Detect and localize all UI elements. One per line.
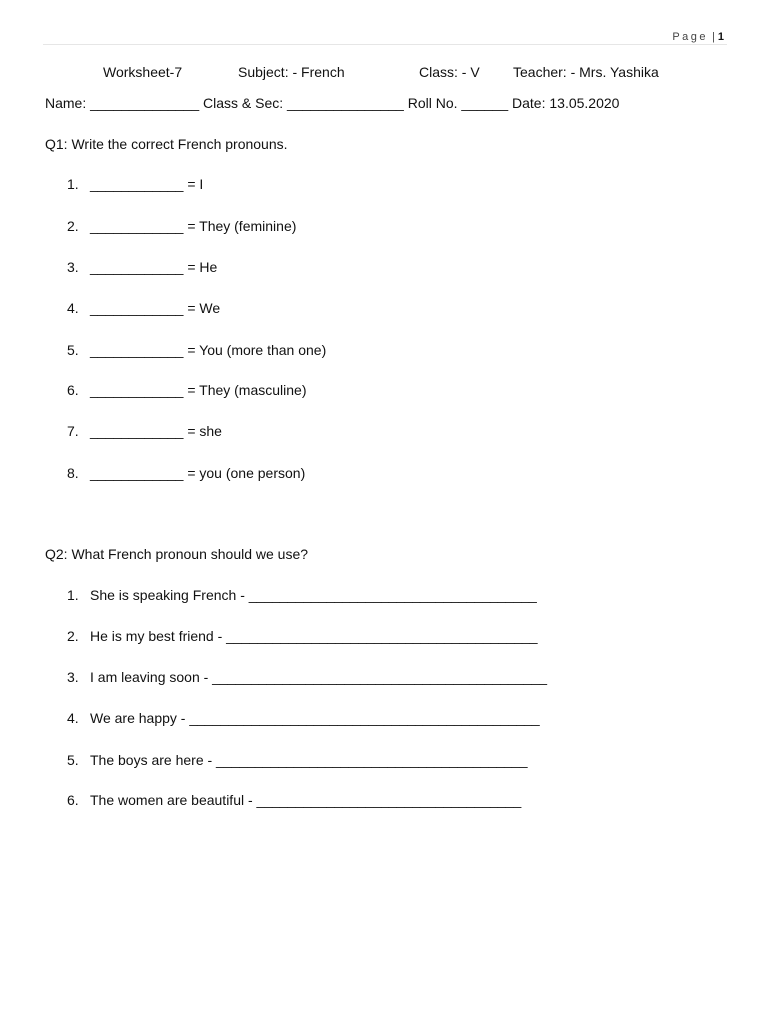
item-text: The women are beautiful - __________________________________ — [90, 792, 522, 808]
item-number: 2. — [67, 628, 79, 644]
item-text: ____________ = He — [90, 259, 218, 275]
item-number: 6. — [67, 382, 79, 398]
item-number: 6. — [67, 792, 79, 808]
page-number: 1 — [717, 31, 724, 43]
item-text: ____________ = We — [90, 300, 221, 316]
item-text: ____________ = They (masculine) — [90, 382, 307, 398]
item-number: 4. — [67, 300, 79, 316]
item-number: 1. — [67, 587, 79, 603]
question-2-title: Q2: What French pronoun should we use? — [45, 546, 309, 562]
subject-label: Subject: - French — [238, 64, 345, 80]
item-number: 5. — [67, 342, 79, 358]
item-text: I am leaving soon - ___________________________________________ — [90, 669, 547, 685]
page-word: Page — [672, 31, 709, 43]
item-number: 4. — [67, 710, 79, 726]
item-number: 1. — [67, 176, 79, 192]
item-text: ____________ = They (feminine) — [90, 218, 297, 234]
item-text: She is speaking French - _____________________________________ — [90, 587, 537, 603]
item-text: We are happy - _____________________________________________ — [90, 710, 540, 726]
class-label: Class: - V — [419, 64, 480, 80]
item-text: ____________ = You (more than one) — [90, 342, 327, 358]
page-separator: | — [712, 31, 715, 43]
item-number: 5. — [67, 752, 79, 768]
item-text: ____________ = I — [90, 176, 204, 192]
item-number: 7. — [67, 423, 79, 439]
item-text: The boys are here - ________________________________________ — [90, 752, 528, 768]
page-number-label — [672, 31, 724, 43]
item-text: ____________ = you (one person) — [90, 465, 306, 481]
item-number: 3. — [67, 669, 79, 685]
student-info-line: Name: ______________ Class & Sec: _______________ Roll No. ______ Date: 13.05.2020 — [45, 95, 620, 111]
question-1-title: Q1: Write the correct French pronouns. — [45, 136, 288, 152]
item-text: He is my best friend - ________________________________________ — [90, 628, 538, 644]
item-number: 8. — [67, 465, 79, 481]
worksheet-title: Worksheet-7 — [103, 64, 183, 80]
item-number: 2. — [67, 218, 79, 234]
teacher-label: Teacher: - Mrs. Yashika — [513, 64, 659, 80]
header-divider — [43, 44, 727, 45]
item-number: 3. — [67, 259, 79, 275]
item-text: ____________ = she — [90, 423, 222, 439]
